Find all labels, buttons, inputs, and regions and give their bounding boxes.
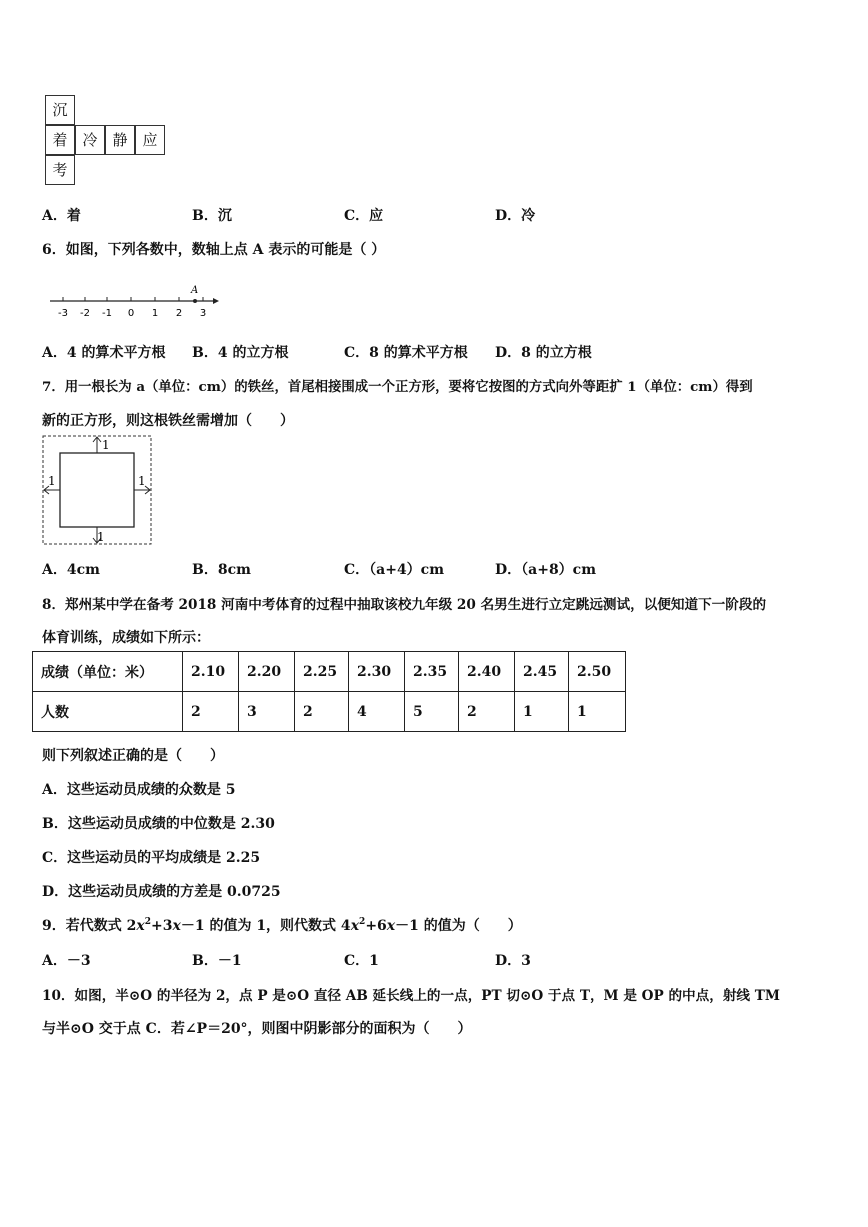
q5-option-d[interactable]: D．冷 <box>495 208 536 224</box>
expand-label: 1 <box>138 474 146 488</box>
table-cell: 1 <box>515 692 569 732</box>
q7-stem-line2: 新的正方形，则这根铁丝需增加（ ） <box>42 413 294 429</box>
q7-option-a[interactable]: A．4cm <box>42 562 100 578</box>
q8-option-b[interactable]: B．这些运动员成绩的中位数是 2.30 <box>42 816 275 832</box>
table-cell: 2.20 <box>239 652 295 692</box>
table-row <box>33 652 626 692</box>
table-cell: 1 <box>569 692 626 732</box>
q6-option-d[interactable]: D．8 的立方根 <box>495 345 592 361</box>
table-cell: 2.10 <box>183 652 239 692</box>
q9-option-a[interactable]: A．－3 <box>42 953 91 969</box>
net-cell: 冷 <box>75 125 105 155</box>
scores-table <box>32 651 626 732</box>
q10-stem-line1: 10．如图，半⊙O 的半径为 2，点 P 是⊙O 直径 AB 延长线上的一点，PT 切⊙O 于点 T，M 是 OP 的中点，射线 TM <box>42 988 780 1004</box>
table-cell: 成绩（单位：米） <box>33 652 183 692</box>
table-cell: 人数 <box>33 692 183 732</box>
tick-label: 3 <box>199 308 207 319</box>
table-cell: 3 <box>239 692 295 732</box>
q6-stem: 6．如图，下列各数中，数轴上点 A 表示的可能是（ ） <box>42 242 386 258</box>
table-cell: 2 <box>183 692 239 732</box>
tick-label: 2 <box>175 308 183 319</box>
net-cell: 沉 <box>45 95 75 125</box>
table-cell: 2.30 <box>349 652 405 692</box>
table-row <box>33 692 626 732</box>
q9-text: －1 的值为（ ） <box>395 918 522 934</box>
tick-label: -2 <box>80 308 90 319</box>
q9-option-b[interactable]: B．－1 <box>192 953 242 969</box>
q6-option-c[interactable]: C．8 的算术平方根 <box>344 345 468 361</box>
table-cell: 2 <box>295 692 349 732</box>
q6-option-a[interactable]: A．4 的算术平方根 <box>42 345 166 361</box>
expand-label: 1 <box>102 438 110 452</box>
table-cell: 4 <box>349 692 405 732</box>
q9-text: 9．若代数式 2 <box>42 918 137 934</box>
q9-stem <box>42 915 522 935</box>
net-cell: 考 <box>45 155 75 185</box>
number-line-figure <box>45 283 220 323</box>
q8-stem-line2: 体育训练，成绩如下所示： <box>42 630 210 646</box>
tick-label: -1 <box>102 308 112 319</box>
q10-stem-line2: 与半⊙O 交于点 C．若∠P＝20°，则图中阴影部分的面积为（ ） <box>42 1021 472 1037</box>
q9-option-d[interactable]: D．3 <box>495 953 531 969</box>
expand-label: 1 <box>48 474 56 488</box>
point-a-label: A <box>191 285 199 296</box>
table-cell: 2.45 <box>515 652 569 692</box>
expand-label: 1 <box>97 530 105 544</box>
square-expansion-figure <box>42 435 154 547</box>
point-a <box>193 299 197 303</box>
q9-var: x <box>172 918 181 934</box>
q7-option-c[interactable]: C．（a+4）cm <box>344 562 445 578</box>
q9-text: +3 <box>150 918 173 934</box>
table-cell: 5 <box>405 692 459 732</box>
q9-exp: 2 <box>144 917 151 927</box>
q7-stem-line1: 7．用一根长为 a（单位：cm）的铁丝，首尾相接围成一个正方形，要将它按图的方式向外等距扩 1（单位：cm）得到 <box>42 379 753 395</box>
tick-label: 0 <box>127 308 135 319</box>
q5-option-b[interactable]: B．沉 <box>192 208 232 224</box>
q7-option-d[interactable]: D．（a+8）cm <box>495 562 597 578</box>
table-cell: 2.40 <box>459 652 515 692</box>
table-cell: 2.25 <box>295 652 349 692</box>
net-cell: 着 <box>45 125 75 155</box>
q9-var: x <box>386 918 396 934</box>
q9-text: +6 <box>365 918 387 934</box>
tick-label: 1 <box>151 308 159 319</box>
q8-stem-line1: 8．郑州某中学在备考 2018 河南中考体育的过程中抽取该校九年级 20 名男生进行立定跳远测试，以便知道下一阶段的 <box>42 597 767 613</box>
q5-option-c[interactable]: C．应 <box>344 208 384 224</box>
q8-option-c[interactable]: C．这些运动员的平均成绩是 2.25 <box>42 850 261 866</box>
table-cell: 2.50 <box>569 652 626 692</box>
q6-option-b[interactable]: B．4 的立方根 <box>192 345 289 361</box>
q8-option-d[interactable]: D．这些运动员成绩的方差是 0.0725 <box>42 884 281 900</box>
q7-option-b[interactable]: B．8cm <box>192 562 251 578</box>
q5-option-a[interactable]: A．着 <box>42 208 81 224</box>
q9-text: －1 的值为 1，则代数式 4 <box>180 918 351 934</box>
net-cell: 应 <box>135 125 165 155</box>
table-cell: 2 <box>459 692 515 732</box>
q8-question: 则下列叙述正确的是（ ） <box>42 748 224 764</box>
net-cell: 静 <box>105 125 135 155</box>
q9-var: x <box>136 918 145 934</box>
q8-option-a[interactable]: A．这些运动员成绩的众数是 5 <box>42 782 236 798</box>
table-cell: 2.35 <box>405 652 459 692</box>
q9-exp: 2 <box>359 917 366 927</box>
tick-label: -3 <box>58 308 68 319</box>
q9-option-c[interactable]: C．1 <box>344 953 379 969</box>
q9-var: x <box>350 918 360 934</box>
